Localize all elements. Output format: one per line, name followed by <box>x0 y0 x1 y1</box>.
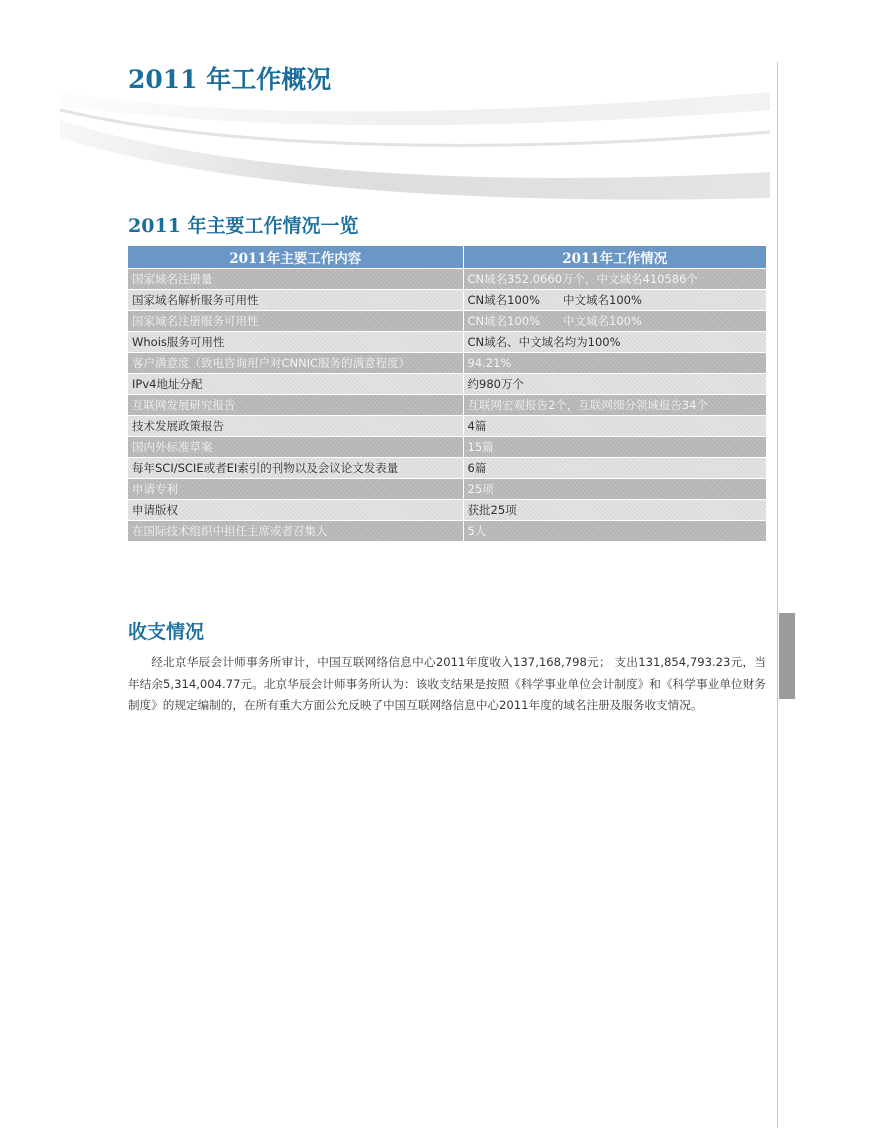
table-row <box>128 521 766 542</box>
table-row <box>128 437 766 458</box>
work-status-cell: 互联网宏观报告2个，互联网细分领域报告34个 <box>463 395 766 416</box>
work-item-cell: 国家域名注册量 <box>128 269 463 290</box>
finance-section-title: 收支情况 <box>128 621 205 643</box>
table-row <box>128 500 766 521</box>
work-item-cell: 国内外标准草案 <box>128 437 463 458</box>
work-status-cell: 约980万个 <box>463 374 766 395</box>
decorative-swoosh <box>60 80 770 205</box>
work-item-cell: 申请版权 <box>128 500 463 521</box>
finance-paragraph: 经北京华辰会计师事务所审计，中国互联网络信息中心2011年度收入137,168,798元； 支出131,854,793.23元，当年结余5,314,004.77元。北京华辰会计师事务所认为：该收支结果是按照《科学事业单位会计制度》和《科学事业单位财务制度》的规定编制的，在所有重大方面公允反映了中国互联网络信息中心2011年度的域名注册及服务收支情况。 <box>128 655 766 712</box>
work-status-cell: 6篇 <box>463 458 766 479</box>
work-status-cell: 15篇 <box>463 437 766 458</box>
table-row <box>128 311 766 332</box>
page-edge-rule <box>777 62 778 1128</box>
work-status-cell: CN域名352.0660万个，中文域名410586个 <box>463 269 766 290</box>
work-overview-table <box>128 246 766 541</box>
overview-section-title: 2011 年主要工作情况一览 <box>128 215 359 237</box>
work-item-cell: 国家域名解析服务可用性 <box>128 290 463 311</box>
table-row <box>128 290 766 311</box>
work-item-cell: 申请专利 <box>128 479 463 500</box>
column-header-work-item: 2011年主要工作内容 <box>128 246 463 269</box>
table-row <box>128 395 766 416</box>
table-row <box>128 269 766 290</box>
work-item-cell: 每年SCI/SCIE或者EI索引的刊物以及会议论文发表量 <box>128 458 463 479</box>
table-row <box>128 479 766 500</box>
work-item-cell: IPv4地址分配 <box>128 374 463 395</box>
column-header-work-status: 2011年工作情况 <box>463 246 766 269</box>
table-row <box>128 332 766 353</box>
work-status-cell: 25项 <box>463 479 766 500</box>
work-item-cell: 在国际技术组织中担任主席或者召集人 <box>128 521 463 542</box>
work-item-cell: 国家域名注册服务可用性 <box>128 311 463 332</box>
work-status-cell: 5人 <box>463 521 766 542</box>
table-row <box>128 374 766 395</box>
page-title: 2011 年工作概况 <box>128 65 332 94</box>
table-header-row <box>128 246 766 269</box>
page-side-tab <box>779 613 795 699</box>
work-item-cell: 客户满意度（致电咨询用户对CNNIC服务的满意程度） <box>128 353 463 374</box>
table-row <box>128 353 766 374</box>
work-status-cell: CN域名100% 中文域名100% <box>463 290 766 311</box>
table-row <box>128 458 766 479</box>
table-row <box>128 416 766 437</box>
work-status-cell: 获批25项 <box>463 500 766 521</box>
work-item-cell: Whois服务可用性 <box>128 332 463 353</box>
work-item-cell: 技术发展政策报告 <box>128 416 463 437</box>
work-item-cell: 互联网发展研究报告 <box>128 395 463 416</box>
work-status-cell: 4篇 <box>463 416 766 437</box>
work-status-cell: CN域名100% 中文域名100% <box>463 311 766 332</box>
work-status-cell: 94.21% <box>463 353 766 374</box>
work-status-cell: CN域名、中文域名均为100% <box>463 332 766 353</box>
